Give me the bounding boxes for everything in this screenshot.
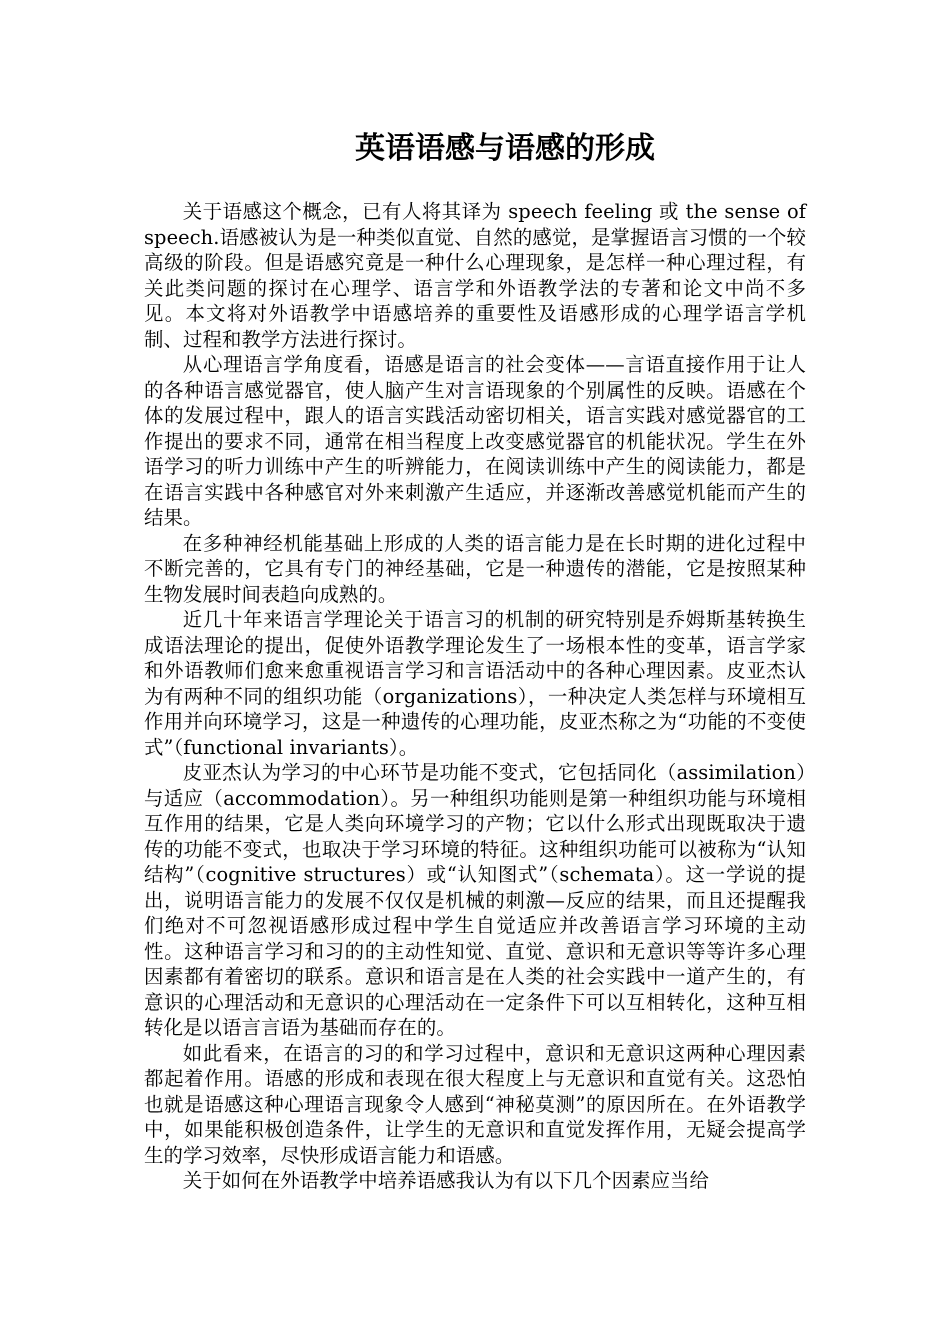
paragraph-2: 从心理语言学角度看，语感是语言的社会变体——言语直接作用于让人的各种语言感觉器官，使人脑产生对言语现象的个别属性的反映。语感在个体的发展过程中，跟人的语言实践活动密切相关，语言实践对感觉器官的工作提出的要求不同，通常在相当程度上改变感觉器官的机能状况。学生在外语学习的听力训练中产生的听辨能力，在阅读训练中产生的阅读能力，都是在语言实践中各种感官对外来刺激产生适应，并逐渐改善感觉机能而产生的结果。 bbox=[144, 353, 806, 529]
document-body bbox=[144, 199, 806, 1194]
paragraph-4: 近几十年来语言学理论关于语言习的机制的研究特别是乔姆斯基转换生成语法理论的提出，促使外语教学理论发生了一场根本性的变革，语言学家和外语教师们愈来愈重视语言学习和言语活动中的各种心理因素。皮亚杰认为有两种不同的组织功能（organizations），一种决定人类怎样与环境相互作用并向环境学习，这是一种遗传的心理功能，皮亚杰称之为“功能的不变使式”（functional invariants）。 bbox=[144, 608, 806, 759]
document-title: 英语语感与语感的形成 bbox=[355, 131, 655, 166]
paragraph-6: 如此看来，在语言的习的和学习过程中，意识和无意识这两种心理因素都起着作用。语感的形成和表现在很大程度上与无意识和直觉有关。这恐怕也就是语感这种心理语言现象令人感到“神秘莫测”的原因所在。在外语教学中，如果能积极创造条件，让学生的无意识和直觉发挥作用，无疑会提高学生的学习效率，尽快形成语言能力和语感。 bbox=[144, 1041, 806, 1167]
paragraph-1: 关于语感这个概念，已有人将其译为 speech feeling 或 the sense of speech.语感被认为是一种类似直觉、自然的感觉，是掌握语言习惯的一个较高级的阶段。但是语感究竟是一种什么心理现象，是怎样一种心理过程，有关此类问题的探讨在心理学、语言学和外语教学法的专著和论文中尚不多见。本文将对外语教学中语感培养的重要性及语感形成的心理学语言学机制、过程和教学方法进行探讨。 bbox=[144, 200, 806, 351]
paragraph-7: 关于如何在外语教学中培养语感我认为有以下几个因素应当给 bbox=[182, 1169, 710, 1192]
paragraph-3: 在多种神经机能基础上形成的人类的语言能力是在长时期的进化过程中不断完善的，它具有专门的神经基础，它是一种遗传的潜能，它是按照某种生物发展时间表趋向成熟的。 bbox=[144, 531, 806, 606]
paragraph-5: 皮亚杰认为学习的中心环节是功能不变式，它包括同化（assimilation）与适应（accommodation）。另一种组织功能则是第一种组织功能与环境相互作用的结果，它是人类向环境学习的产物；它以什么形式出现既取决于遗传的功能不变式，也取决于学习环境的特征。这种组织功能可以被称为“认知结构”（cognitive structures）或“认知图式”（schemata）。这一学说的提出，说明语言能力的发展不仅仅是机械的刺激—反应的结果，而且还提醒我们绝对不可忽视语感形成过程中学生自觉适应并改善语言学习环境的主动性。这种语言学习和习的的主动性知觉、直觉、意识和无意识等等许多心理因素都有着密切的联系。意识和语言是在人类的社会实践中一道产生的，有意识的心理活动和无意识的心理活动在一定条件下可以互相转化，这种互相转化是以语言言语为基础而存在的。 bbox=[144, 761, 806, 1039]
